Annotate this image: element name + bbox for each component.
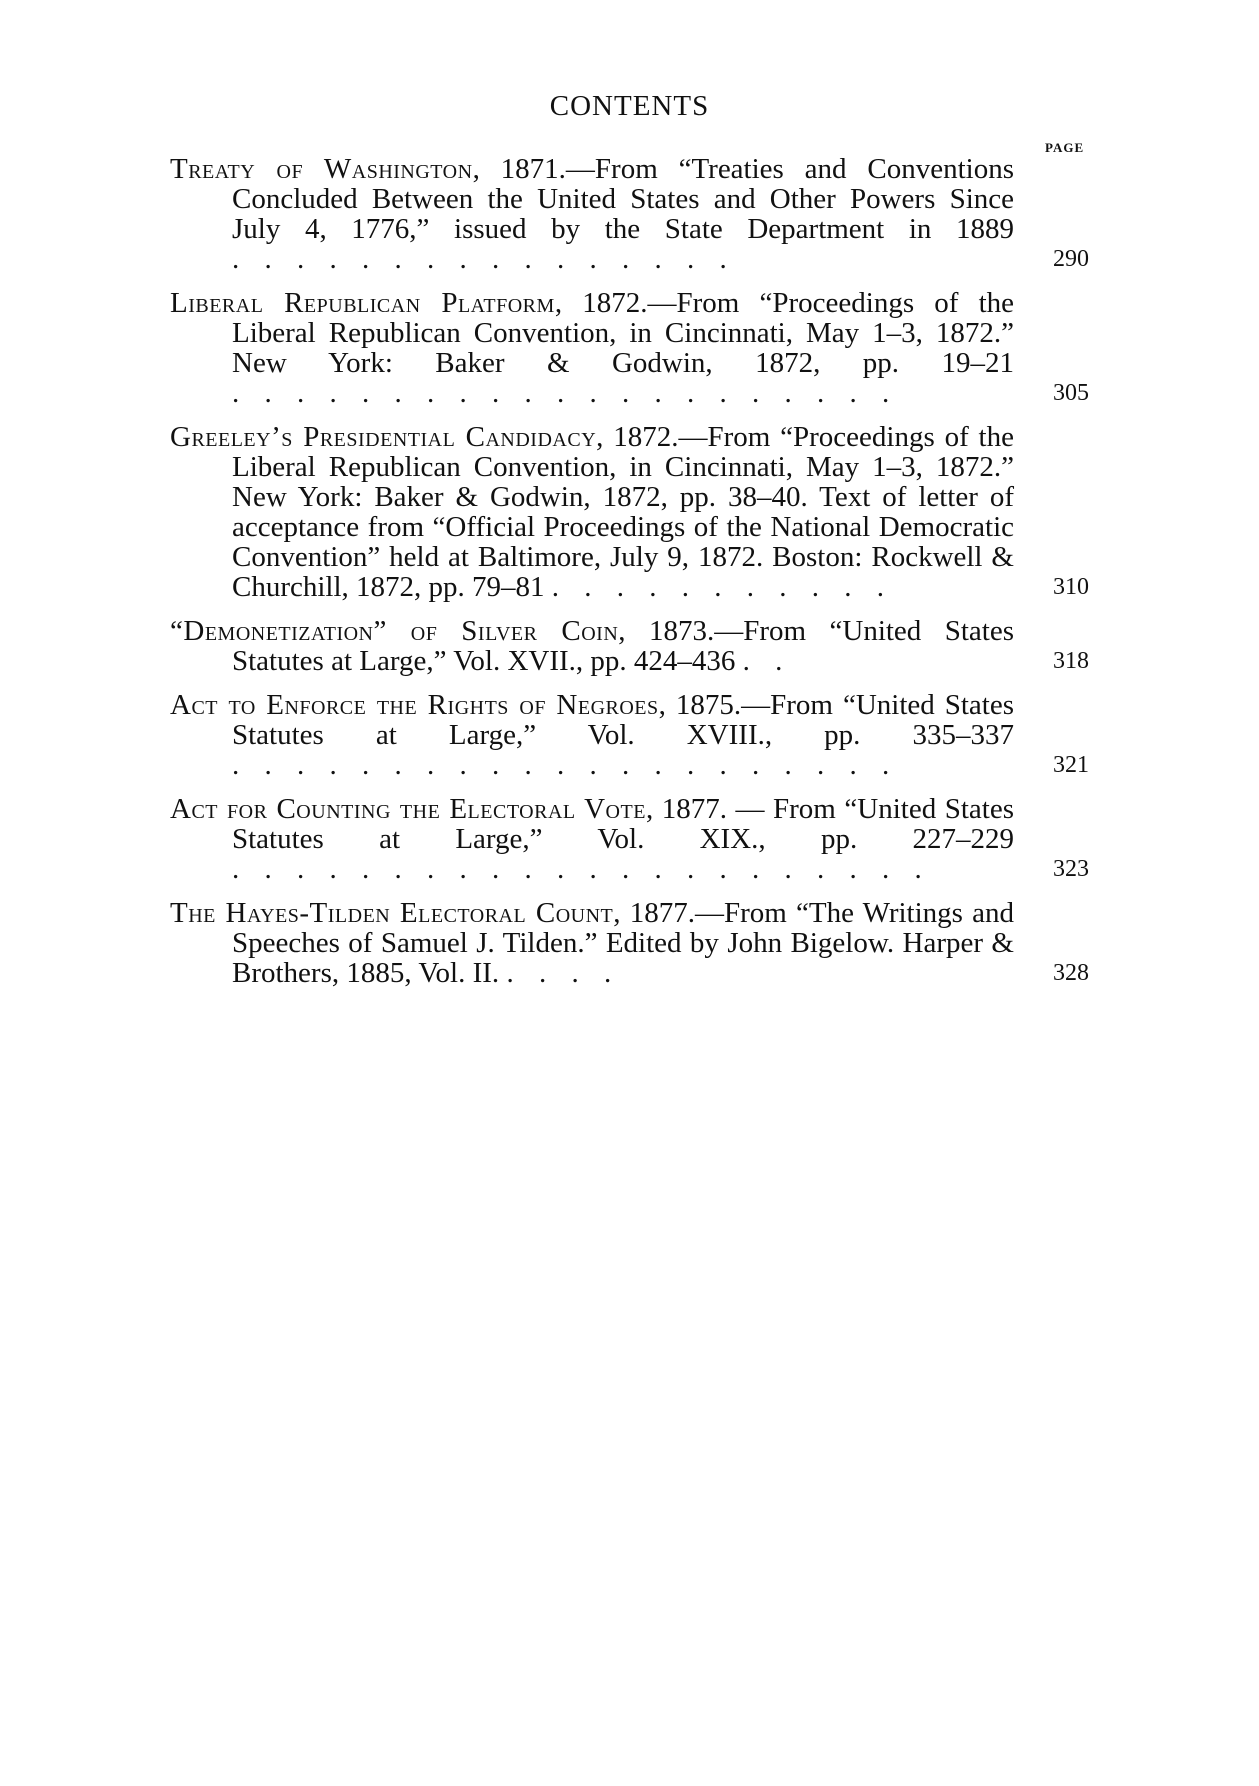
- toc-entry-year: , 1877.: [613, 897, 695, 929]
- toc-page-number: 328: [1053, 960, 1089, 986]
- toc-entry-text: [170, 153, 1014, 275]
- toc-page-number: 305: [1053, 380, 1089, 406]
- page-column-label: PAGE: [1045, 140, 1085, 155]
- toc-entry-body: —From “The Writings and Speeches of Samuel J. Tilden.” Edited by John Bigelow. Harper & Brothers, 1885, Vol. II.: [232, 897, 1014, 989]
- toc-page-number: 318: [1053, 648, 1089, 674]
- toc-entry-heading: Greeley’s Presidential Candidacy: [170, 421, 597, 453]
- toc-entry-heading: Liberal Republican Platform: [170, 287, 555, 319]
- toc-entry-year: , 1877.: [645, 793, 727, 825]
- toc-entry-body: —From “United States Statutes at Large,” Vol. XVIII., pp. 335–337: [232, 689, 1014, 751]
- toc-entry-text: [170, 793, 1014, 885]
- toc-entry-text: [170, 421, 1014, 603]
- toc-entry: [0, 154, 1259, 274]
- toc-entry-body: —From “Treaties and Conventions Concluded Between the United States and Other Powers Since July 4, 1776,” issued by the State Department in 1889: [232, 153, 1014, 245]
- toc-entry-heading: Act to Enforce the Rights of Negroes: [170, 689, 659, 721]
- toc-page-number: 323: [1053, 856, 1089, 882]
- toc-entry-body: —From “Proceedings of the Liberal Republican Convention, in Cincinnati, May 1–3, 1872.” New York: Baker & Godwin, 1872, pp. 38–40. Text of letter of acceptance from “Official Proceedings of the National Democratic Convention” held at Baltimore, July 9, 1872. Boston: Rockwell & Churchill, 1872, pp. 79–81: [232, 421, 1014, 603]
- toc-entry-year: , 1871.: [472, 153, 566, 185]
- toc-entry: [0, 288, 1259, 408]
- toc-entry-body: —From “United States Statutes at Large,” Vol. XVII., pp. 424–436: [232, 615, 1015, 677]
- dot-leader: . . . . . . . . . . . . . . . . . . . . .: [232, 749, 899, 781]
- toc-entry: [0, 690, 1259, 780]
- toc-entry-year: , 1875.: [658, 689, 742, 721]
- dot-leader: . . . . . . . . . . . . . . . .: [232, 243, 736, 275]
- toc-entry-heading: “Demonetization” of Silver Coin: [170, 615, 619, 647]
- dot-leader: . . . .: [506, 957, 621, 989]
- toc-entry-year: , 1872.: [554, 287, 648, 319]
- page-title: CONTENTS: [549, 90, 710, 122]
- toc-entry-heading: Treaty of Washington: [170, 153, 473, 185]
- toc-page-number: 321: [1053, 752, 1089, 778]
- dot-leader: . .: [742, 645, 792, 677]
- toc-entry: [0, 422, 1259, 602]
- table-of-contents: [0, 154, 1259, 1002]
- toc-entry: [0, 794, 1259, 884]
- dot-leader: . . . . . . . . . . .: [551, 571, 894, 603]
- toc-entry-body: —From “Proceedings of the Liberal Republican Convention, in Cincinnati, May 1–3, 1872.” New York: Baker & Godwin, 1872, pp. 19–21: [232, 287, 1015, 379]
- toc-entry-text: [170, 897, 1014, 989]
- dot-leader: . . . . . . . . . . . . . . . . . . . . .: [232, 377, 899, 409]
- toc-entry-year: , 1873.: [618, 615, 715, 647]
- toc-entry-heading: Act for Counting the Electoral Vote: [170, 793, 646, 825]
- dot-leader: . . . . . . . . . . . . . . . . . . . . . .: [232, 853, 931, 885]
- toc-page-number: 310: [1053, 574, 1089, 600]
- toc-entry-year: , 1872.: [596, 421, 679, 453]
- toc-entry-body: — From “United States Statutes at Large,” Vol. XIX., pp. 227–229: [232, 793, 1014, 855]
- toc-entry-text: [170, 689, 1014, 781]
- toc-entry-text: [170, 287, 1015, 409]
- toc-entry: [0, 898, 1259, 988]
- toc-page-number: 290: [1053, 246, 1089, 272]
- toc-entry-heading: The Hayes-Tilden Electoral Count: [170, 897, 614, 929]
- toc-entry-text: [170, 615, 1015, 677]
- toc-entry: [0, 616, 1259, 676]
